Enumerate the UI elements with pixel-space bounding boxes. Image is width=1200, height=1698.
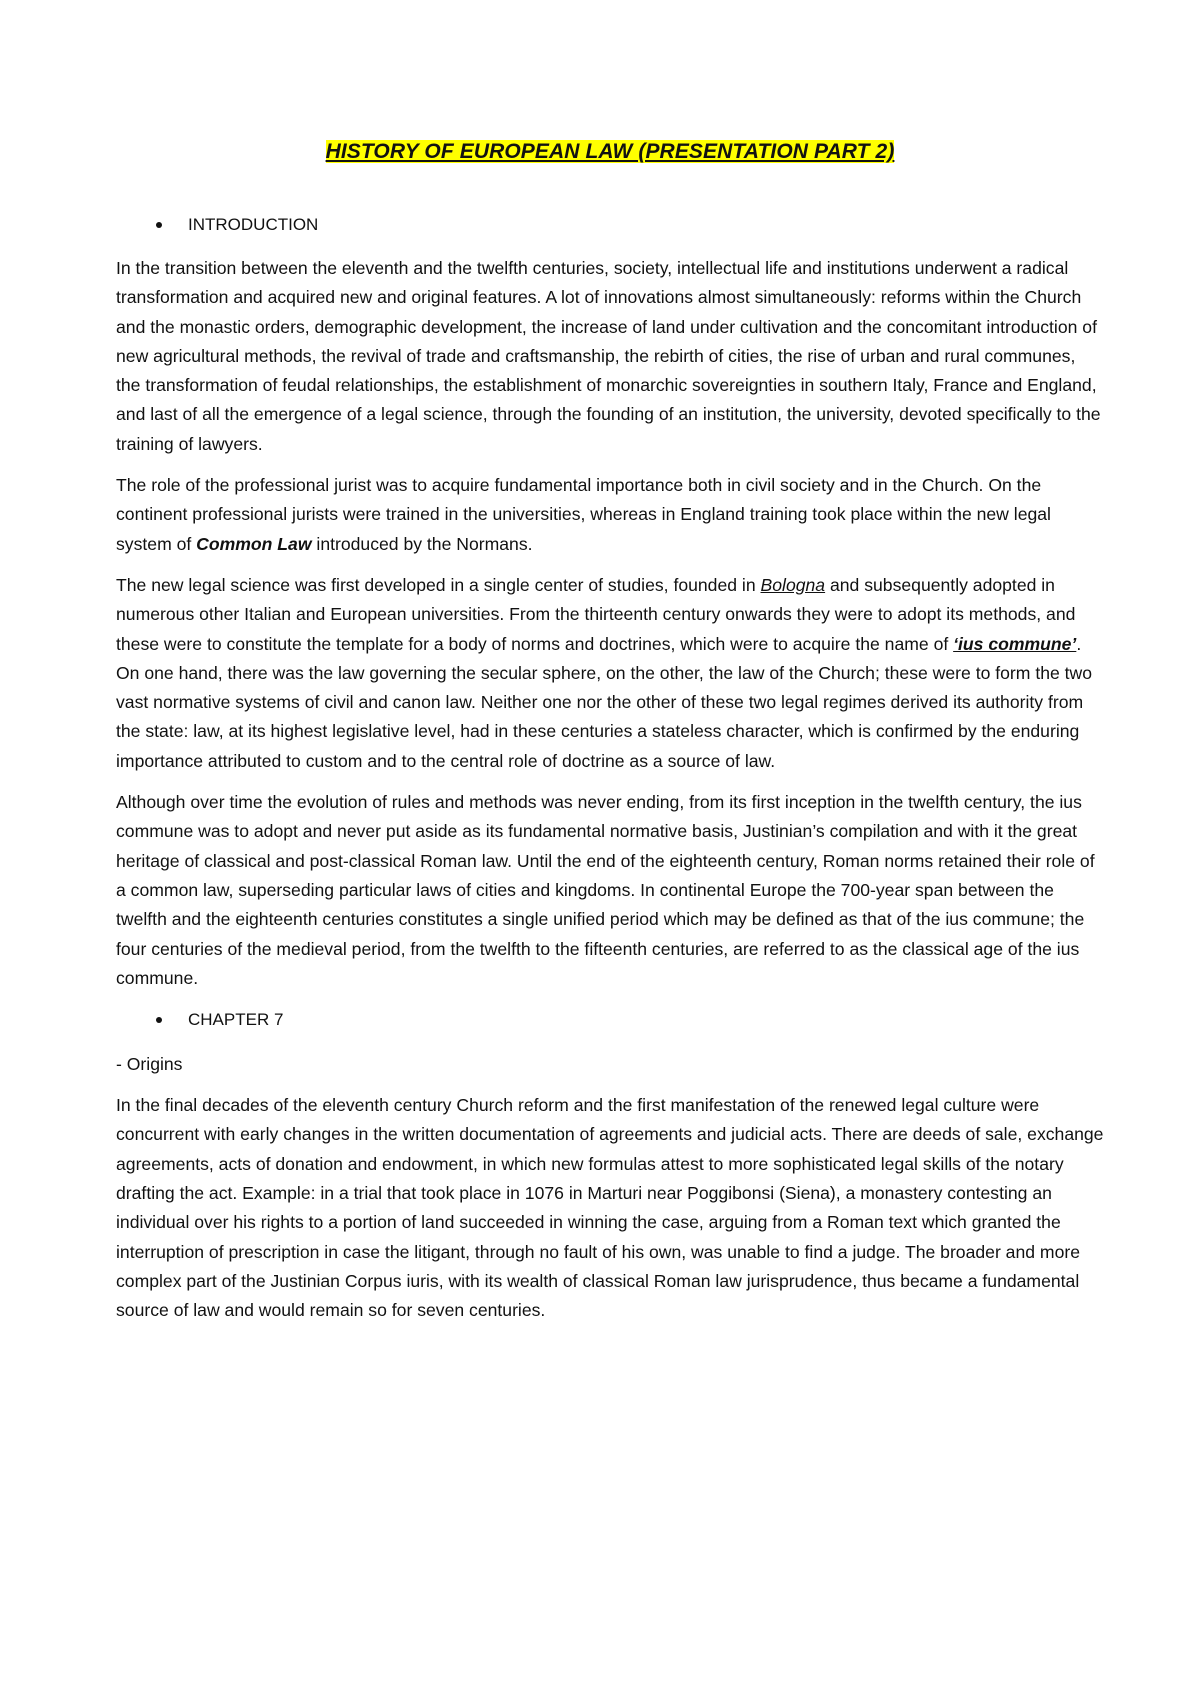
paragraph-4: Although over time the evolution of rules and methods was never ending, from its first inception in the twelfth century, the ius commune was to adopt and never put aside as its fundamental normative basis, Justinian’s compilation and with it the great heritage of classical and post-classical Roman law. Until the end of the eighteenth century, Roman norms retained their role of a common law, superseding particular laws of cities and kingdoms. In continental Europe the 700-year span between the twelfth and the eighteenth centuries constitutes a single unified period which may be defined as that of the ius commune; the four centuries of the medieval period, from the twelfth to the fifteenth centuries, are referred to as the classical age of the ius commune.: [116, 792, 1095, 988]
paragraph-3-text-c: . On one hand, there was the law governing the secular sphere, on the other, the law of the Church; these were to form the two vast normative systems of civil and canon law. Neither one nor the other of these two legal regimes derived its authority from the state: law, at its highest legislative level, had in these centuries a stateless character, which is confirmed by the enduring importance attributed to custom and to the central role of doctrine as a source of law.: [116, 633, 1093, 771]
bologna-emphasis: Bologna: [760, 574, 826, 595]
paragraph-2-text-b: introduced by the Normans.: [311, 533, 533, 554]
bullet-introduction: [116, 210, 1104, 240]
bullet-icon: [156, 222, 162, 228]
section-heading-introduction: INTRODUCTION: [188, 215, 319, 234]
paragraph-2-text-a: The role of the professional jurist was to acquire fundamental importance both in civil society and in the Church. On the continent professional jurists were trained in the universities, whereas in England training took place within the new legal system of: [116, 475, 1051, 554]
paragraph-3: [116, 571, 1104, 776]
ius-commune-emphasis: ‘ius commune’: [953, 633, 1077, 654]
paragraph-3-text-a: The new legal science was first developed in a single center of studies, founded in: [116, 574, 761, 595]
bullet-chapter-7: [116, 1005, 1104, 1035]
document-title: HISTORY OF EUROPEAN LAW (PRESENTATION PART 2): [325, 140, 895, 163]
bullet-icon: [156, 1017, 162, 1023]
common-law-emphasis: Common Law: [196, 533, 312, 554]
subheading-origins: - Origins: [116, 1054, 183, 1075]
paragraph-1: In the transition between the eleventh and the twelfth centuries, society, intellectual life and institutions underwent a radical transformation and acquired new and original features. A lot of innovations almost simultaneously: reforms within the Church and the monastic orders, demographic development, the increase of land under cultivation and the concomitant introduction of new agricultural methods, the revival of trade and craftsmanship, the rebirth of cities, the rise of urban and rural communes, the transformation of feudal relationships, the establishment of monarchic sovereignties in southern Italy, France and England, and last of all the emergence of a legal science, through the founding of an institution, the university, devoted specifically to the training of lawyers.: [116, 258, 1101, 454]
paragraph-3-text-b: and subsequently adopted in numerous other Italian and European universities. From the thirteenth century onwards they were to adopt its methods, and these were to constitute the template for a body of norms and doctrines, which were to acquire the name of: [116, 574, 1076, 654]
paragraph-2: [116, 471, 1104, 559]
paragraph-5: In the final decades of the eleventh century Church reform and the first manifestation of the renewed legal culture were concurrent with early changes in the written documentation of agreements and judicial acts. There are deeds of sale, exchange agreements, acts of donation and endowment, in which new formulas attest to more sophisticated legal skills of the notary drafting the act. Example: in a trial that took place in 1076 in Marturi near Poggibonsi (Siena), a monastery contesting an individual over his rights to a portion of land succeeded in winning the case, arguing from a Roman text which granted the interruption of prescription in case the litigant, through no fault of his own, was unable to find a judge. The broader and more complex part of the Justinian Corpus iuris, with its wealth of classical Roman law jurisprudence, thus became a fundamental source of law and would remain so for seven centuries.: [116, 1095, 1104, 1321]
section-heading-chapter-7: CHAPTER 7: [188, 1010, 284, 1030]
title-wrapper: [116, 140, 1104, 164]
